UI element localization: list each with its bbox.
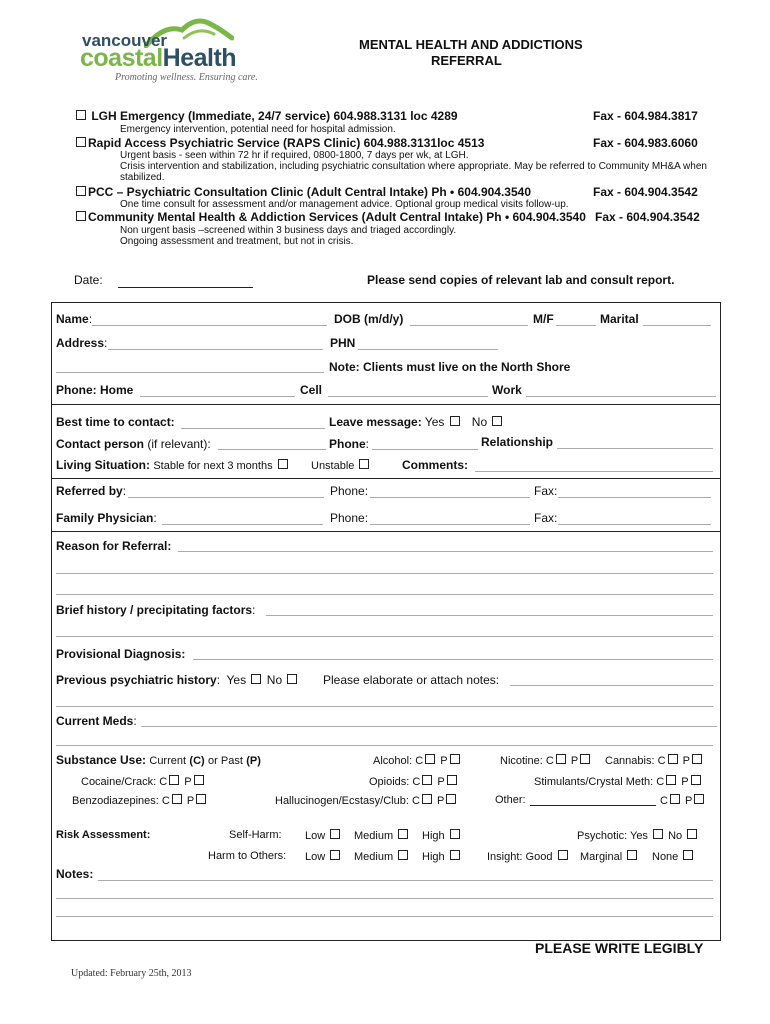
physician-phone-field[interactable] [370, 524, 530, 525]
name-field[interactable] [92, 325, 327, 326]
substance-use-label: Substance Use: Current (C) or Past (P) [56, 753, 261, 767]
notes-field[interactable] [98, 880, 713, 881]
referrer-fax-field[interactable] [558, 497, 711, 498]
write-legibly-note: PLEASE WRITE LEGIBLY [535, 940, 704, 956]
service-desc: Urgent basis - seen within 72 hr if required, 0800-1800, 7 days per wk, at LGH. [120, 150, 469, 161]
service-desc: stabilized. [120, 172, 165, 183]
diagnosis-field[interactable] [193, 659, 713, 660]
service-lgh-fax: Fax - 604.984.3817 [593, 109, 698, 123]
service-desc: Emergency intervention, potential need for hospital admission. [120, 124, 396, 135]
dob-label: DOB (m/d/y) [334, 312, 404, 326]
checkbox-icon[interactable] [446, 794, 456, 804]
comments-field[interactable] [475, 471, 713, 472]
referrer-fax-label: Fax: [534, 484, 558, 498]
logo-tagline: Promoting wellness. Ensuring care. [115, 72, 258, 83]
checkbox-icon[interactable] [422, 794, 432, 804]
north-shore-note: Note: Clients must live on the North Shore [329, 360, 571, 374]
other-substance-label: Other: [495, 794, 526, 806]
checkbox-icon[interactable] [330, 850, 340, 860]
checkbox-icon[interactable] [694, 794, 704, 804]
logo-vancouver: vancouver [82, 31, 168, 50]
referrer-phone-field[interactable] [370, 497, 530, 498]
mf-label: M/F [533, 312, 554, 326]
dob-field[interactable] [410, 325, 528, 326]
referred-by-field[interactable] [128, 497, 324, 498]
harm-others-medium[interactable]: Medium [354, 850, 410, 863]
checkbox-icon[interactable] [278, 459, 288, 469]
contact-phone-label: Phone: [329, 437, 370, 451]
psychotic-option[interactable]: Psychotic: Yes No [577, 829, 699, 842]
phone-home-field[interactable] [140, 396, 295, 397]
checkbox-icon[interactable] [683, 850, 693, 860]
checkbox-icon[interactable] [398, 850, 408, 860]
service-desc: Crisis intervention and stabilization, including psychiatric consultation where appropriate. May be referred to Community MH&A when [120, 161, 707, 172]
checkbox-icon[interactable] [194, 775, 204, 785]
elaborate-field-line[interactable] [56, 706, 713, 707]
checkbox-icon[interactable] [627, 850, 637, 860]
logo-coastal: coastal [80, 44, 163, 72]
reason-label: Reason for Referral: [56, 539, 172, 553]
checkbox-icon[interactable] [450, 754, 460, 764]
checkbox-icon[interactable] [580, 754, 590, 764]
notes-label: Notes: [56, 867, 94, 881]
checkbox-icon[interactable] [450, 829, 460, 839]
service-desc: One time consult for assessment and/or management advice. Optional group medical visits follow-up. [120, 199, 569, 210]
checkbox-icon[interactable] [251, 674, 261, 684]
mf-field[interactable] [556, 325, 596, 326]
reason-field-line[interactable] [56, 573, 713, 574]
elaborate-label: Please elaborate or attach notes: [323, 673, 500, 687]
checkbox-icon[interactable] [691, 775, 701, 785]
service-community[interactable]: Community Mental Health & Addiction Services (Adult Central Intake) Ph • 604.904.3540 [74, 210, 586, 224]
physician-fax-field[interactable] [558, 524, 711, 525]
risk-assessment-label: Risk Assessment: [56, 829, 151, 841]
checkbox-icon[interactable] [76, 137, 86, 147]
checkbox-icon[interactable] [169, 775, 179, 785]
living-situation: Living Situation: Stable for next 3 months [56, 458, 290, 472]
physician-fax-label: Fax: [534, 511, 558, 525]
address-field-line2[interactable] [56, 372, 324, 373]
other-substance-field[interactable] [530, 805, 656, 806]
checkbox-icon[interactable] [668, 754, 678, 764]
checkbox-icon[interactable] [556, 754, 566, 764]
family-physician-label: Family Physician: [56, 511, 157, 525]
checkbox-icon[interactable] [450, 850, 460, 860]
self-harm-high[interactable]: High [422, 829, 462, 842]
checkbox-icon[interactable] [692, 754, 702, 764]
updated-date: Updated: February 25th, 2013 [71, 968, 192, 979]
insight-none[interactable]: None [652, 850, 695, 863]
checkbox-icon[interactable] [653, 829, 663, 839]
best-time-field[interactable] [181, 428, 325, 429]
cannabis-option[interactable]: Cannabis: C P [605, 754, 704, 767]
section-divider [51, 478, 720, 479]
insight-marginal[interactable]: Marginal [580, 850, 639, 863]
cocaine-option[interactable]: Cocaine/Crack: C P [81, 775, 206, 788]
history-field[interactable] [266, 615, 713, 616]
name-label: Name: [56, 312, 93, 326]
harm-others-high[interactable]: High [422, 850, 462, 863]
marital-label: Marital [600, 312, 639, 326]
harm-others-low[interactable]: Low [305, 850, 342, 863]
phone-home-label: Phone: Home [56, 383, 134, 397]
checkbox-icon[interactable] [287, 674, 297, 684]
marital-field[interactable] [643, 325, 711, 326]
checkbox-icon[interactable] [330, 829, 340, 839]
checkbox-icon[interactable] [492, 416, 502, 426]
relationship-field[interactable] [557, 448, 713, 449]
checkbox-icon[interactable] [666, 775, 676, 785]
contact-person-field[interactable] [218, 449, 326, 450]
referred-by-label: Referred by: [56, 484, 127, 498]
cell-label: Cell [300, 383, 323, 397]
section-divider [51, 531, 720, 532]
contact-person-label: Contact person (if relevant): [56, 437, 211, 451]
checkbox-icon[interactable] [447, 775, 457, 785]
stimulants-option[interactable]: Stimulants/Crystal Meth: C P [534, 775, 703, 788]
hallucinogen-option[interactable]: Hallucinogen/Ecstasy/Club: C P [275, 794, 458, 807]
relationship-label: Relationship [481, 435, 554, 449]
reason-field[interactable] [178, 551, 713, 552]
send-copies-note: Please send copies of relevant lab and consult report. [367, 273, 675, 287]
prev-psych-history: Previous psychiatric history: Yes No [56, 673, 299, 687]
comments-label: Comments: [402, 458, 469, 472]
service-community-fax: Fax - 604.904.3542 [595, 210, 700, 224]
checkbox-icon[interactable] [398, 829, 408, 839]
page-title: MENTAL HEALTH AND ADDICTIONS [359, 37, 583, 52]
work-field[interactable] [526, 396, 716, 397]
leave-message: Leave message: Yes No [329, 415, 504, 429]
referrer-phone-label: Phone: [330, 484, 369, 498]
self-harm-low[interactable]: Low [305, 829, 342, 842]
address-label: Address: [56, 336, 108, 350]
reason-field-line[interactable] [56, 594, 713, 595]
self-harm-medium[interactable]: Medium [354, 829, 410, 842]
contact-phone-field[interactable] [372, 449, 478, 450]
checkbox-icon[interactable] [425, 754, 435, 764]
cell-field[interactable] [328, 396, 488, 397]
checkbox-icon[interactable] [359, 459, 369, 469]
service-raps[interactable]: Rapid Access Psychiatric Service (RAPS Clinic) 604.988.3131loc 4513 [74, 136, 484, 150]
checkbox-icon[interactable] [76, 186, 86, 196]
phn-label: PHN [330, 336, 356, 350]
date-label: Date: [74, 273, 103, 287]
elaborate-field[interactable] [510, 685, 713, 686]
nicotine-option[interactable]: Nicotine: C P [500, 754, 592, 767]
alcohol-option[interactable]: Alcohol: C P [373, 754, 462, 767]
notes-field-line[interactable] [56, 916, 713, 917]
date-field[interactable] [118, 287, 253, 288]
service-raps-fax: Fax - 604.983.6060 [593, 136, 698, 150]
other-substance-option[interactable]: C P [660, 794, 706, 807]
opioids-option[interactable]: Opioids: C P [369, 775, 459, 788]
meds-field-line[interactable] [56, 745, 713, 746]
service-pcc-fax: Fax - 604.904.3542 [593, 185, 698, 199]
self-harm-label: Self-Harm: [229, 829, 282, 841]
phn-field[interactable] [358, 349, 498, 350]
benzo-option[interactable]: Benzodiazepines: C P [72, 794, 208, 807]
physician-phone-label: Phone: [330, 511, 369, 525]
page-subtitle: REFERRAL [431, 53, 502, 68]
service-desc: Non urgent basis –screened within 3 business days and triaged accordingly. [120, 225, 457, 236]
checkbox-icon[interactable] [558, 850, 568, 860]
history-label: Brief history / precipitating factors: [56, 603, 256, 617]
harm-others-label: Harm to Others: [208, 850, 287, 862]
checkbox-icon[interactable] [172, 794, 182, 804]
notes-field-line[interactable] [56, 898, 713, 899]
form-box [51, 302, 721, 941]
service-desc: Ongoing assessment and treatment, but not in crisis. [120, 236, 354, 247]
meds-label: Current Meds: [56, 714, 137, 728]
address-field[interactable] [108, 349, 323, 350]
diagnosis-label: Provisional Diagnosis: [56, 647, 186, 661]
best-time-label: Best time to contact: [56, 415, 175, 429]
unstable-option[interactable]: Unstable [311, 459, 371, 472]
meds-field[interactable] [141, 726, 717, 727]
history-field-line[interactable] [56, 636, 713, 637]
service-lgh[interactable]: LGH Emergency (Immediate, 24/7 service) 604.988.3131 loc 4289 [74, 109, 458, 123]
checkbox-icon[interactable] [670, 794, 680, 804]
checkbox-icon[interactable] [196, 794, 206, 804]
insight-good[interactable]: Insight: Good [487, 850, 570, 863]
checkbox-icon[interactable] [422, 775, 432, 785]
work-label: Work [492, 383, 522, 397]
section-divider [51, 404, 720, 405]
checkbox-icon[interactable] [76, 110, 86, 120]
checkbox-icon[interactable] [76, 211, 86, 221]
checkbox-icon[interactable] [450, 416, 460, 426]
logo-health: Health [162, 44, 237, 72]
checkbox-icon[interactable] [687, 829, 697, 839]
service-pcc[interactable]: PCC – Psychiatric Consultation Clinic (Adult Central Intake) Ph • 604.904.3540 [74, 185, 531, 199]
family-physician-field[interactable] [162, 524, 323, 525]
